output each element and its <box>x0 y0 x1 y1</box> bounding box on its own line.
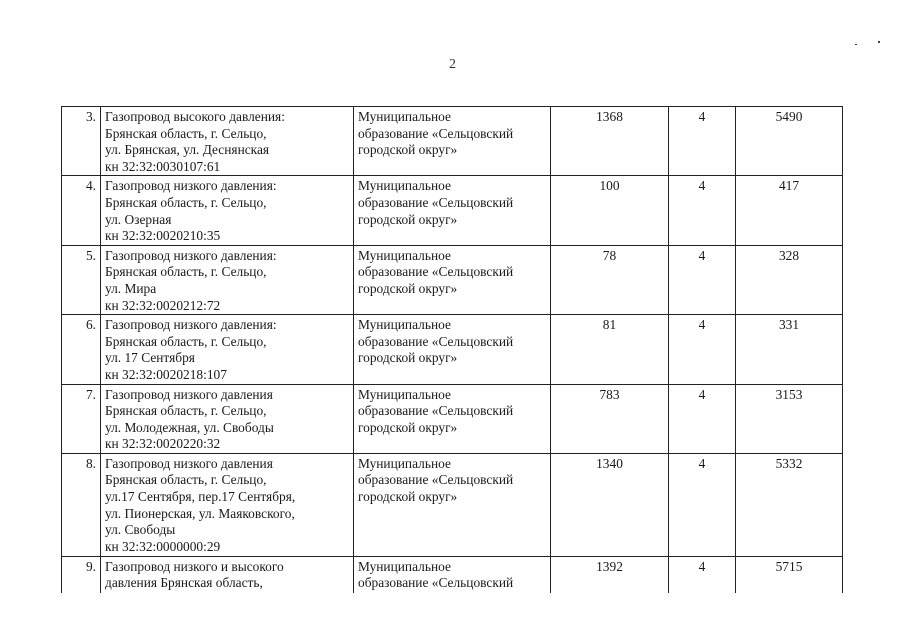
owner: Муниципальное образование «Сельцовский городской округ» <box>354 315 551 384</box>
class-value: 4 <box>669 453 736 556</box>
length-text: 1392 <box>596 558 623 574</box>
row-number: 8. <box>62 453 101 556</box>
class-value: 4 <box>669 384 736 453</box>
amount-value: 328 <box>736 245 843 314</box>
amount-value <box>736 556 843 593</box>
scan-speck <box>855 44 857 45</box>
length-value <box>551 556 669 593</box>
owner-text: Муниципальное образование «Сельцовский <box>358 558 514 591</box>
table-row <box>62 453 843 556</box>
amount-value: 3153 <box>736 384 843 453</box>
owner: Муниципальное образование «Сельцовский городской округ» <box>354 384 551 453</box>
row-number: 4. <box>62 176 101 245</box>
length-value: 78 <box>551 245 669 314</box>
object-description: Газопровод низкого давления Брянская область, г. Сельцо, ул. Молодежная, ул. Свободы кн 32:32:0020220:32 <box>101 384 354 453</box>
row-number <box>62 556 101 593</box>
row-number: 5. <box>62 245 101 314</box>
amount-value: 5490 <box>736 107 843 176</box>
table-row <box>62 556 843 593</box>
page-number: 2 <box>449 57 456 72</box>
amount-value: 331 <box>736 315 843 384</box>
owner: Муниципальное образование «Сельцовский городской округ» <box>354 176 551 245</box>
object-description: Газопровод низкого давления: Брянская область, г. Сельцо, ул. 17 Сентября кн 32:32:0020218:107 <box>101 315 354 384</box>
object-description-text: Газопровод низкого и высокого давления Брянская область, <box>105 558 284 591</box>
row-number: 7. <box>62 384 101 453</box>
table-row <box>62 245 843 314</box>
amount-value: 417 <box>736 176 843 245</box>
amount-text: 5715 <box>775 558 803 574</box>
object-description: Газопровод высокого давления: Брянская область, г. Сельцо, ул. Брянская, ул. Деснянская кн 32:32:0030107:61 <box>101 107 354 176</box>
object-description <box>101 556 354 593</box>
class-value: 4 <box>669 107 736 176</box>
table-row <box>62 107 843 176</box>
class-value: 4 <box>669 176 736 245</box>
table-row <box>62 315 843 384</box>
owner <box>354 556 551 593</box>
owner: Муниципальное образование «Сельцовский городской округ» <box>354 245 551 314</box>
object-description: Газопровод низкого давления: Брянская область, г. Сельцо, ул. Мира кн 32:32:0020212:72 <box>101 245 354 314</box>
length-value: 1368 <box>551 107 669 176</box>
scan-speck <box>878 41 880 43</box>
length-value: 1340 <box>551 453 669 556</box>
row-number-text: 9. <box>85 558 96 574</box>
row-number: 3. <box>62 107 101 176</box>
owner: Муниципальное образование «Сельцовский городской округ» <box>354 107 551 176</box>
length-value: 100 <box>551 176 669 245</box>
object-description: Газопровод низкого давления Брянская область, г. Сельцо, ул.17 Сентября, пер.17 Сентября, ул. Пионерская, ул. Маяковского, ул. Свободы кн 32:32:0000000:29 <box>101 453 354 556</box>
object-description: Газопровод низкого давления: Брянская область, г. Сельцо, ул. Озерная кн 32:32:0020210:35 <box>101 176 354 245</box>
row-number: 6. <box>62 315 101 384</box>
class-value: 4 <box>669 245 736 314</box>
owner: Муниципальное образование «Сельцовский городской округ» <box>354 453 551 556</box>
amount-value: 5332 <box>736 453 843 556</box>
table-row <box>62 384 843 453</box>
class-text: 4 <box>698 558 706 574</box>
registry-table <box>61 106 843 593</box>
class-value <box>669 556 736 593</box>
table-row <box>62 176 843 245</box>
length-value: 783 <box>551 384 669 453</box>
length-value: 81 <box>551 315 669 384</box>
class-value: 4 <box>669 315 736 384</box>
